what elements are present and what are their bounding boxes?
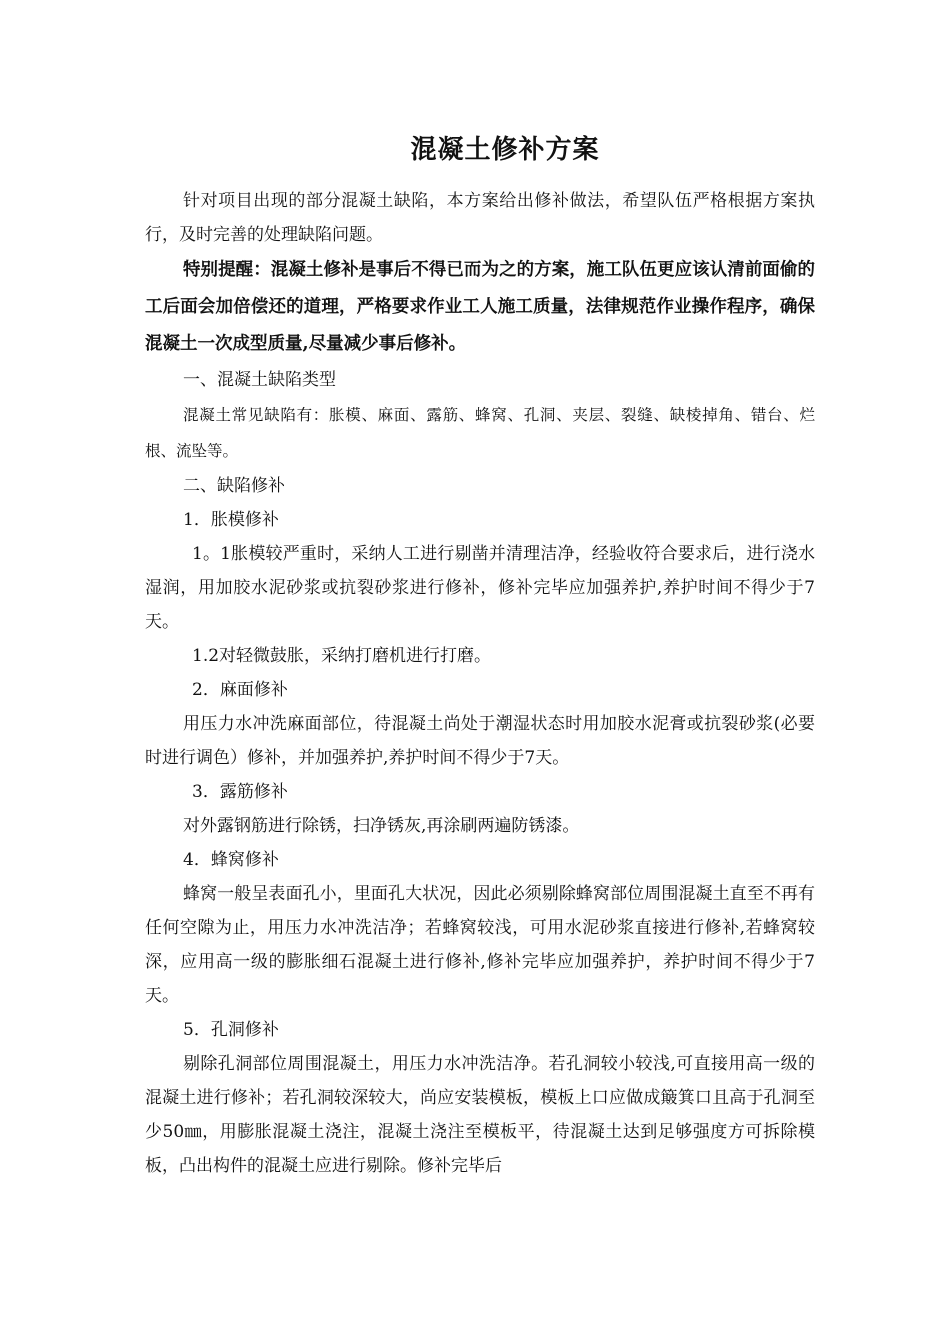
special-reminder-paragraph: 特别提醒：混凝土修补是事后不得已而为之的方案，施工队伍更应该认清前面偷的工后面会加倍偿还的道理，严格要求作业工人施工质量，法律规范作业操作程序，确保混凝土一次成型质量,尽量减少事后修补。: [145, 260, 815, 354]
section-heading-defect-repair: 二、缺陷修补: [183, 476, 285, 496]
document-title: 混凝土修补方案: [410, 135, 600, 165]
defect-types-paragraph: 混凝土常见缺陷有：胀模、麻面、露筋、蜂窝、孔洞、夹层、裂缝、缺棱掉角、错台、烂根、流坠等。: [145, 406, 815, 460]
section-heading-defect-types: 一、混凝土缺陷类型: [183, 370, 336, 390]
pitted-surface-paragraph: 用压力水冲洗麻面部位，待混凝土尚处于潮湿状态时用加胶水泥膏或抗裂砂浆(必要时进行调色）修补，并加强养护,养护时间不得少于7天。: [145, 714, 815, 768]
subheading-pitted-surface-repair: 2．麻面修补: [192, 680, 288, 700]
subheading-bulging-repair: 1．胀模修补: [183, 510, 279, 530]
subheading-hole-repair: 5．孔洞修补: [183, 1020, 279, 1040]
subheading-exposed-rebar-repair: 3．露筋修补: [192, 782, 288, 802]
exposed-rebar-paragraph: 对外露钢筋进行除锈，扫净锈灰,再涂刷两遍防锈漆。: [183, 816, 580, 836]
honeycomb-paragraph: 蜂窝一般呈表面孔小，里面孔大状况，因此必须剔除蜂窝部位周围混凝土直至不再有任何空隙为止，用压力水冲洗洁净；若蜂窝较浅，可用水泥砂浆直接进行修补,若蜂窝较深，应用高一级的膨胀细石混凝土进行修补,修补完毕应加强养护，养护时间不得少于7天。: [145, 884, 815, 1006]
subheading-honeycomb-repair: 4．蜂窝修补: [183, 850, 279, 870]
bulging-repair-paragraph-1: 1。1胀模较严重时，采纳人工进行剔凿并清理洁净，经验收符合要求后，进行浇水湿润，用加胶水泥砂浆或抗裂砂浆进行修补，修补完毕应加强养护,养护时间不得少于7天。: [145, 544, 815, 632]
document-body: [145, 184, 815, 1183]
hole-repair-paragraph: 剔除孔洞部位周围混凝土，用压力水冲洗洁净。若孔洞较小较浅,可直接用高一级的混凝土进行修补；若孔洞较深较大，尚应安装模板，模板上口应做成簸箕口且高于孔洞至少50㎜，用膨胀混凝土浇注，混凝土浇注至模板平，待混凝土达到足够强度方可拆除模板，凸出构件的混凝土应进行剔除。修补完毕后: [145, 1054, 815, 1176]
bulging-repair-paragraph-2: 1.2对轻微鼓胀，采纳打磨机进行打磨。: [192, 646, 492, 666]
intro-paragraph: 针对项目出现的部分混凝土缺陷，本方案给出修补做法，希望队伍严格根据方案执行，及时完善的处理缺陷问题。: [145, 191, 815, 245]
